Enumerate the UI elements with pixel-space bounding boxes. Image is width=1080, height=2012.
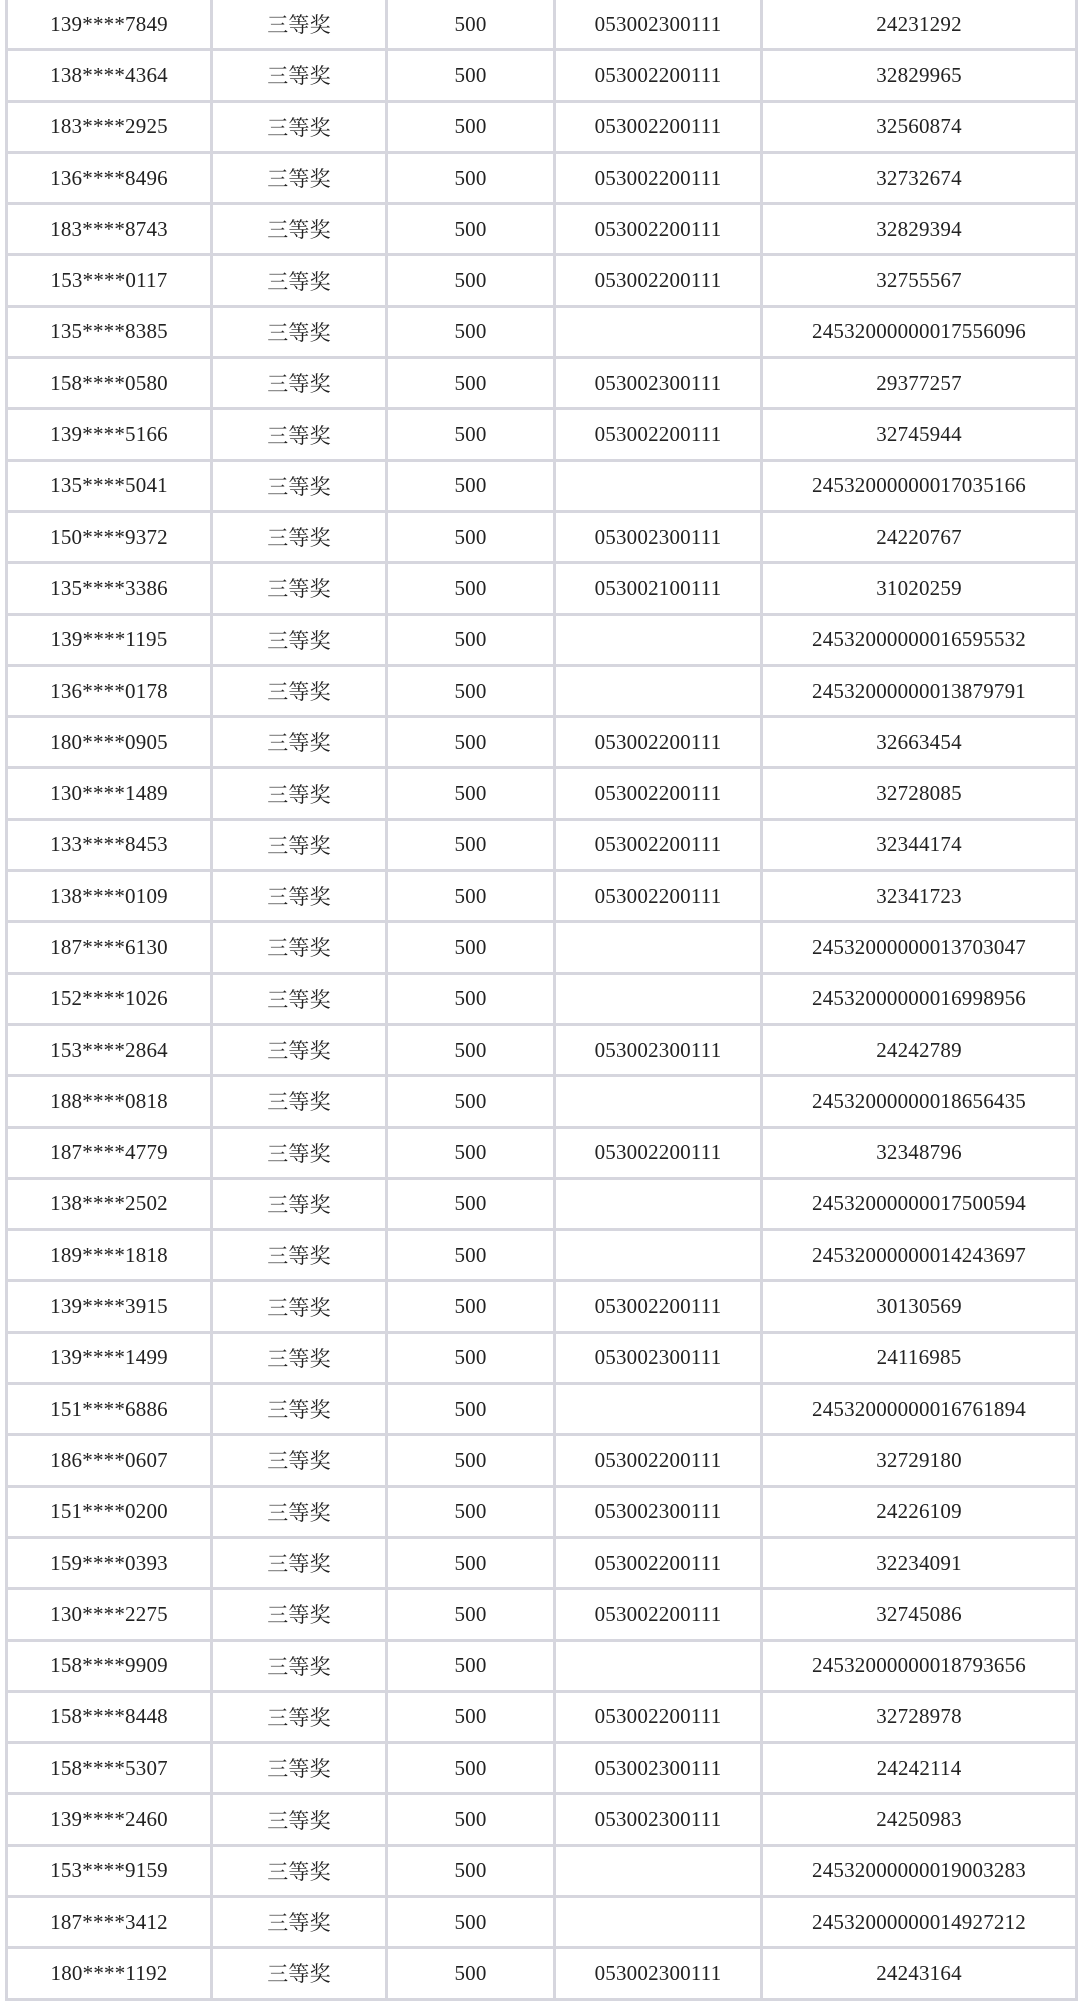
ticket-cell: 24220767: [762, 511, 1077, 562]
ticket-cell: 32341723: [762, 871, 1077, 922]
prize-cell: 三等奖: [212, 1845, 387, 1896]
phone-cell: 136****0178: [7, 665, 212, 716]
ticket-cell: 32728085: [762, 768, 1077, 819]
ticket-cell: 24532000000013879791: [762, 665, 1077, 716]
table-row: [7, 1486, 1077, 1537]
phone-cell: 139****3915: [7, 1281, 212, 1332]
amount-cell: 500: [387, 1127, 555, 1178]
amount-cell: 500: [387, 1230, 555, 1281]
ticket-cell: 32755567: [762, 255, 1077, 306]
phone-cell: 135****3386: [7, 563, 212, 614]
code-cell: [555, 1845, 762, 1896]
ticket-cell: 24242114: [762, 1743, 1077, 1794]
amount-cell: 500: [387, 717, 555, 768]
code-cell: [555, 1896, 762, 1947]
code-cell: 053002300111: [555, 1794, 762, 1845]
prize-cell: 三等奖: [212, 1435, 387, 1486]
phone-cell: 152****1026: [7, 973, 212, 1024]
code-cell: 053002200111: [555, 717, 762, 768]
winners-table-body: [7, 0, 1077, 1999]
table-row: [7, 1537, 1077, 1588]
amount-cell: 500: [387, 922, 555, 973]
ticket-cell: 24243164: [762, 1948, 1077, 1999]
prize-cell: 三等奖: [212, 306, 387, 357]
amount-cell: 500: [387, 563, 555, 614]
phone-cell: 158****0580: [7, 358, 212, 409]
phone-cell: 130****2275: [7, 1589, 212, 1640]
prize-cell: 三等奖: [212, 1024, 387, 1075]
code-cell: [555, 922, 762, 973]
code-cell: [555, 460, 762, 511]
prize-cell: 三等奖: [212, 1589, 387, 1640]
amount-cell: 500: [387, 1640, 555, 1691]
code-cell: 053002100111: [555, 563, 762, 614]
ticket-cell: 24532000000018656435: [762, 1076, 1077, 1127]
code-cell: 053002200111: [555, 204, 762, 255]
amount-cell: 500: [387, 204, 555, 255]
ticket-cell: 24242789: [762, 1024, 1077, 1075]
phone-cell: 150****9372: [7, 511, 212, 562]
table-row: [7, 1281, 1077, 1332]
ticket-cell: 29377257: [762, 358, 1077, 409]
table-row: [7, 1230, 1077, 1281]
table-row: [7, 717, 1077, 768]
prize-cell: 三等奖: [212, 1332, 387, 1383]
amount-cell: 500: [387, 1948, 555, 1999]
phone-cell: 180****1192: [7, 1948, 212, 1999]
phone-cell: 180****0905: [7, 717, 212, 768]
amount-cell: 500: [387, 0, 555, 50]
ticket-cell: 32663454: [762, 717, 1077, 768]
amount-cell: 500: [387, 1486, 555, 1537]
table-row: [7, 1794, 1077, 1845]
code-cell: 053002200111: [555, 1589, 762, 1640]
phone-cell: 183****8743: [7, 204, 212, 255]
table-row: [7, 1435, 1077, 1486]
phone-cell: 153****0117: [7, 255, 212, 306]
phone-cell: 158****5307: [7, 1743, 212, 1794]
amount-cell: 500: [387, 1743, 555, 1794]
ticket-cell: 24231292: [762, 0, 1077, 50]
ticket-cell: 24532000000016998956: [762, 973, 1077, 1024]
amount-cell: 500: [387, 152, 555, 203]
prize-cell: 三等奖: [212, 460, 387, 511]
phone-cell: 138****0109: [7, 871, 212, 922]
prize-cell: 三等奖: [212, 922, 387, 973]
prize-cell: 三等奖: [212, 819, 387, 870]
amount-cell: 500: [387, 1384, 555, 1435]
phone-cell: 153****2864: [7, 1024, 212, 1075]
phone-cell: 136****8496: [7, 152, 212, 203]
ticket-cell: 32344174: [762, 819, 1077, 870]
code-cell: 053002300111: [555, 1948, 762, 1999]
amount-cell: 500: [387, 409, 555, 460]
prize-cell: 三等奖: [212, 1896, 387, 1947]
prize-cell: 三等奖: [212, 1640, 387, 1691]
amount-cell: 500: [387, 1281, 555, 1332]
code-cell: 053002200111: [555, 50, 762, 101]
amount-cell: 500: [387, 1024, 555, 1075]
code-cell: 053002300111: [555, 1332, 762, 1383]
code-cell: 053002200111: [555, 1435, 762, 1486]
prize-cell: 三等奖: [212, 409, 387, 460]
amount-cell: 500: [387, 50, 555, 101]
amount-cell: 500: [387, 768, 555, 819]
phone-cell: 130****1489: [7, 768, 212, 819]
table-row: [7, 1332, 1077, 1383]
prize-cell: 三等奖: [212, 614, 387, 665]
code-cell: [555, 306, 762, 357]
prize-cell: 三等奖: [212, 1076, 387, 1127]
phone-cell: 153****9159: [7, 1845, 212, 1896]
amount-cell: 500: [387, 1178, 555, 1229]
phone-cell: 187****4779: [7, 1127, 212, 1178]
table-row: [7, 1948, 1077, 1999]
table-row: [7, 255, 1077, 306]
code-cell: 053002300111: [555, 1024, 762, 1075]
ticket-cell: 32729180: [762, 1435, 1077, 1486]
table-row: [7, 614, 1077, 665]
amount-cell: 500: [387, 871, 555, 922]
amount-cell: 500: [387, 1845, 555, 1896]
code-cell: 053002300111: [555, 0, 762, 50]
prize-cell: 三等奖: [212, 1486, 387, 1537]
table-row: [7, 1384, 1077, 1435]
table-row: [7, 1845, 1077, 1896]
code-cell: 053002200111: [555, 768, 762, 819]
code-cell: 053002200111: [555, 1281, 762, 1332]
prize-cell: 三等奖: [212, 768, 387, 819]
prize-cell: 三等奖: [212, 255, 387, 306]
ticket-cell: 24532000000013703047: [762, 922, 1077, 973]
amount-cell: 500: [387, 255, 555, 306]
prize-cell: 三等奖: [212, 101, 387, 152]
code-cell: [555, 1178, 762, 1229]
amount-cell: 500: [387, 1691, 555, 1742]
table-row: [7, 665, 1077, 716]
phone-cell: 158****9909: [7, 1640, 212, 1691]
table-row: [7, 152, 1077, 203]
prize-cell: 三等奖: [212, 50, 387, 101]
phone-cell: 138****2502: [7, 1178, 212, 1229]
phone-cell: 133****8453: [7, 819, 212, 870]
table-row: [7, 460, 1077, 511]
phone-cell: 187****6130: [7, 922, 212, 973]
ticket-cell: 24532000000019003283: [762, 1845, 1077, 1896]
amount-cell: 500: [387, 1794, 555, 1845]
code-cell: 053002200111: [555, 152, 762, 203]
ticket-cell: 24532000000018793656: [762, 1640, 1077, 1691]
prize-cell: 三等奖: [212, 871, 387, 922]
amount-cell: 500: [387, 306, 555, 357]
ticket-cell: 31020259: [762, 563, 1077, 614]
table-row: [7, 768, 1077, 819]
amount-cell: 500: [387, 614, 555, 665]
phone-cell: 151****0200: [7, 1486, 212, 1537]
prize-cell: 三等奖: [212, 1743, 387, 1794]
amount-cell: 500: [387, 1076, 555, 1127]
prize-cell: 三等奖: [212, 0, 387, 50]
table-row: [7, 1743, 1077, 1794]
amount-cell: 500: [387, 358, 555, 409]
prize-cell: 三等奖: [212, 665, 387, 716]
table-row: [7, 101, 1077, 152]
code-cell: [555, 1384, 762, 1435]
amount-cell: 500: [387, 1435, 555, 1486]
ticket-cell: 24532000000016761894: [762, 1384, 1077, 1435]
table-row: [7, 1896, 1077, 1947]
table-row: [7, 409, 1077, 460]
prize-cell: 三等奖: [212, 1178, 387, 1229]
winners-table: [5, 0, 1078, 2001]
phone-cell: 186****0607: [7, 1435, 212, 1486]
table-row: [7, 204, 1077, 255]
code-cell: [555, 665, 762, 716]
table-row: [7, 1640, 1077, 1691]
amount-cell: 500: [387, 1332, 555, 1383]
prize-cell: 三等奖: [212, 1794, 387, 1845]
phone-cell: 139****2460: [7, 1794, 212, 1845]
code-cell: 053002200111: [555, 101, 762, 152]
code-cell: [555, 1076, 762, 1127]
table-row: [7, 922, 1077, 973]
table-row: [7, 1076, 1077, 1127]
amount-cell: 500: [387, 101, 555, 152]
code-cell: 053002300111: [555, 1743, 762, 1794]
ticket-cell: 32728978: [762, 1691, 1077, 1742]
ticket-cell: 32348796: [762, 1127, 1077, 1178]
table-row: [7, 1024, 1077, 1075]
table-row: [7, 563, 1077, 614]
amount-cell: 500: [387, 460, 555, 511]
code-cell: 053002200111: [555, 1537, 762, 1588]
ticket-cell: 30130569: [762, 1281, 1077, 1332]
phone-cell: 138****4364: [7, 50, 212, 101]
prize-cell: 三等奖: [212, 717, 387, 768]
phone-cell: 139****1195: [7, 614, 212, 665]
prize-cell: 三等奖: [212, 1948, 387, 1999]
phone-cell: 139****5166: [7, 409, 212, 460]
ticket-cell: 24532000000016595532: [762, 614, 1077, 665]
ticket-cell: 32829965: [762, 50, 1077, 101]
ticket-cell: 32745944: [762, 409, 1077, 460]
code-cell: 053002200111: [555, 409, 762, 460]
phone-cell: 159****0393: [7, 1537, 212, 1588]
prize-cell: 三等奖: [212, 1230, 387, 1281]
ticket-cell: 32560874: [762, 101, 1077, 152]
prize-cell: 三等奖: [212, 1127, 387, 1178]
code-cell: 053002200111: [555, 1127, 762, 1178]
ticket-cell: 32732674: [762, 152, 1077, 203]
prize-cell: 三等奖: [212, 1384, 387, 1435]
table-row: [7, 511, 1077, 562]
table-row: [7, 358, 1077, 409]
phone-cell: 135****8385: [7, 306, 212, 357]
ticket-cell: 24532000000014243697: [762, 1230, 1077, 1281]
phone-cell: 135****5041: [7, 460, 212, 511]
code-cell: [555, 1640, 762, 1691]
amount-cell: 500: [387, 511, 555, 562]
phone-cell: 151****6886: [7, 1384, 212, 1435]
code-cell: 053002300111: [555, 511, 762, 562]
phone-cell: 187****3412: [7, 1896, 212, 1947]
amount-cell: 500: [387, 1537, 555, 1588]
phone-cell: 139****7849: [7, 0, 212, 50]
ticket-cell: 32829394: [762, 204, 1077, 255]
prize-cell: 三等奖: [212, 973, 387, 1024]
code-cell: 053002300111: [555, 358, 762, 409]
code-cell: [555, 1230, 762, 1281]
ticket-cell: 24532000000017035166: [762, 460, 1077, 511]
prize-cell: 三等奖: [212, 563, 387, 614]
table-row: [7, 1178, 1077, 1229]
amount-cell: 500: [387, 665, 555, 716]
amount-cell: 500: [387, 1589, 555, 1640]
code-cell: [555, 614, 762, 665]
phone-cell: 183****2925: [7, 101, 212, 152]
code-cell: 053002300111: [555, 1486, 762, 1537]
ticket-cell: 24250983: [762, 1794, 1077, 1845]
prize-cell: 三等奖: [212, 1537, 387, 1588]
amount-cell: 500: [387, 973, 555, 1024]
ticket-cell: 32234091: [762, 1537, 1077, 1588]
code-cell: 053002200111: [555, 1691, 762, 1742]
ticket-cell: 24532000000014927212: [762, 1896, 1077, 1947]
ticket-cell: 24532000000017500594: [762, 1178, 1077, 1229]
phone-cell: 189****1818: [7, 1230, 212, 1281]
prize-cell: 三等奖: [212, 204, 387, 255]
ticket-cell: 24116985: [762, 1332, 1077, 1383]
table-row: [7, 1691, 1077, 1742]
phone-cell: 139****1499: [7, 1332, 212, 1383]
code-cell: 053002200111: [555, 871, 762, 922]
table-row: [7, 1589, 1077, 1640]
prize-cell: 三等奖: [212, 1691, 387, 1742]
table-row: [7, 819, 1077, 870]
table-row: [7, 871, 1077, 922]
amount-cell: 500: [387, 1896, 555, 1947]
prize-cell: 三等奖: [212, 152, 387, 203]
table-row: [7, 973, 1077, 1024]
code-cell: 053002200111: [555, 255, 762, 306]
prize-cell: 三等奖: [212, 511, 387, 562]
ticket-cell: 24532000000017556096: [762, 306, 1077, 357]
table-row: [7, 50, 1077, 101]
code-cell: 053002200111: [555, 819, 762, 870]
table-row: [7, 306, 1077, 357]
code-cell: [555, 973, 762, 1024]
amount-cell: 500: [387, 819, 555, 870]
prize-cell: 三等奖: [212, 1281, 387, 1332]
prize-cell: 三等奖: [212, 358, 387, 409]
ticket-cell: 24226109: [762, 1486, 1077, 1537]
phone-cell: 188****0818: [7, 1076, 212, 1127]
phone-cell: 158****8448: [7, 1691, 212, 1742]
table-row: [7, 0, 1077, 50]
ticket-cell: 32745086: [762, 1589, 1077, 1640]
table-row: [7, 1127, 1077, 1178]
